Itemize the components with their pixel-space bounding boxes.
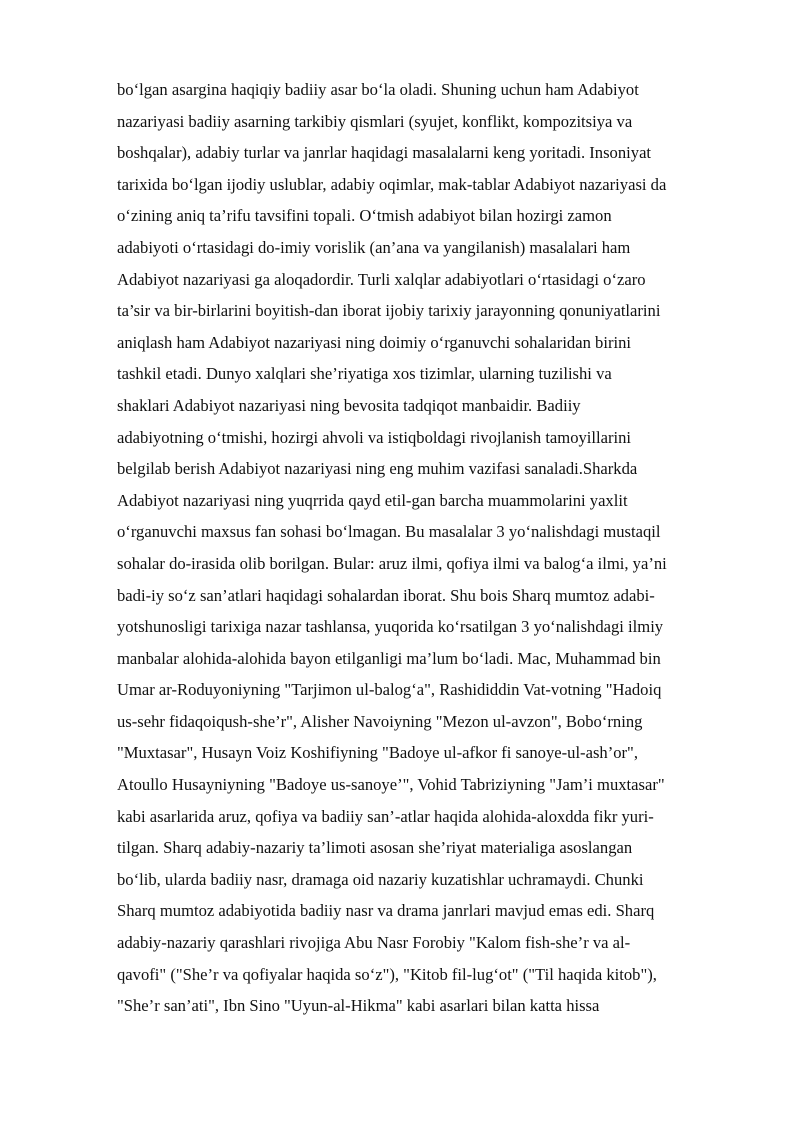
text-line: ta’sir va bir-birlarini boyitish-dan iborat ijobiy tarixiy jarayonning qonuniyatlarini [117,301,661,321]
text-line: boshqalar), adabiy turlar va janrlar haqidagi masalalarni keng yoritadi. Insoniyat [117,143,652,163]
text-line: "Muxtasar", Husayn Voiz Koshifiyning "Badoye ul-afkor fi sanoye-ul-ash’or", [117,743,638,763]
text-line: tashkil etadi. Dunyo xalqlari she’riyatiga xos tizimlar, ularning tuzilishi va [117,364,612,384]
text-line: tilgan. Sharq adabiy-nazariy ta’limoti asosan she’riyat materialiga asoslangan [117,838,633,858]
body-text [117,74,747,1022]
text-line: kabi asarlarida aruz, qofiya va badiiy san’-atlar haqida alohida-aloxdda fikr yuri- [117,806,654,826]
text-line: manbalar alohida-alohida bayon etilganligi ma’lum bo‘ladi. Mac, Muhammad bin [117,648,661,668]
text-line: badi-iy so‘z san’atlari haqidagi sohalardan iborat. Shu bois Sharq mumtoz adabi- [117,585,655,605]
text-line: shaklari Adabiyot nazariyasi ning bevosita tadqiqot manbaidir. Badiiy [117,395,581,415]
text-line: bo‘lib, ularda badiiy nasr, dramaga oid nazariy kuzatishlar uchramaydi. Chunki [117,869,644,889]
text-line: qavofi" ("She’r va qofiyalar haqida so‘z"), "Kitob fil-lug‘ot" ("Til haqida kitob"), [117,964,657,984]
text-line: tarixida bo‘lgan ijodiy uslublar, adabiy oqimlar, mak-tablar Adabiyot nazariyasi da [117,174,667,194]
text-line: "She’r san’ati", Ibn Sino "Uyun-al-Hikma" kabi asarlari bilan katta hissa [117,996,600,1016]
text-line: yotshunosligi tarixiga nazar tashlansa, yuqorida ko‘rsatilgan 3 yo‘nalishdagi ilmiy [117,617,664,637]
text-line: belgilab berish Adabiyot nazariyasi ning eng muhim vazifasi sanaladi.Sharkda [117,459,638,479]
text-line: nazariyasi badiiy asarning tarkibiy qismlari (syujet, konflikt, kompozitsiya va [117,111,633,131]
text-line: Umar ar-Roduyoniyning "Tarjimon ul-balog‘a", Rashididdin Vat-votning "Hadoiq [117,680,662,700]
text-line: us-sehr fidaqoiqush-she’r", Alisher Navoiyning "Mezon ul-avzon", Bobo‘rning [117,711,643,731]
text-line: adabiyoti o‘rtasidagi do-imiy vorislik (an’ana va yangilanish) masalalari ham [117,237,631,257]
text-line: adabiy-nazariy qarashlari rivojiga Abu Nasr Forobiy "Kalom fish-she’r va al- [117,933,631,953]
text-line: sohalar do-irasida olib borilgan. Bular: aruz ilmi, qofiya ilmi va balog‘a ilmi, ya’ni [117,553,667,573]
text-line: o‘zining aniq ta’rifu tavsifini topali. O‘tmish adabiyot bilan hozirgi zamon [117,206,612,226]
text-line: Sharq mumtoz adabiyotida badiiy nasr va drama janrlari mavjud emas edi. Sharq [117,901,655,921]
text-line: aniqlash ham Adabiyot nazariyasi ning doimiy o‘rganuvchi sohalaridan birini [117,332,631,352]
text-line: bo‘lgan asargina haqiqiy badiiy asar bo‘la oladi. Shuning uchun ham Adabiyot [117,80,639,99]
text-line: o‘rganuvchi maxsus fan sohasi bo‘lmagan. Bu masalalar 3 yo‘nalishdagi mustaqil [117,522,661,542]
text-line: Atoullo Husayniyning "Badoye us-sanoye’", Vohid Tabriziyning "Jam’i muxtasar" [117,775,665,795]
text-line: adabiyotning o‘tmishi, hozirgi ahvoli va istiqboldagi rivojlanish tamoyillarini [117,427,632,447]
text-line: Adabiyot nazariyasi ning yuqrrida qayd etil-gan barcha muammolarini yaxlit [117,490,628,510]
text-line: Adabiyot nazariyasi ga aloqadordir. Turli xalqlar adabiyotlari o‘rtasidagi o‘zaro [117,269,646,289]
